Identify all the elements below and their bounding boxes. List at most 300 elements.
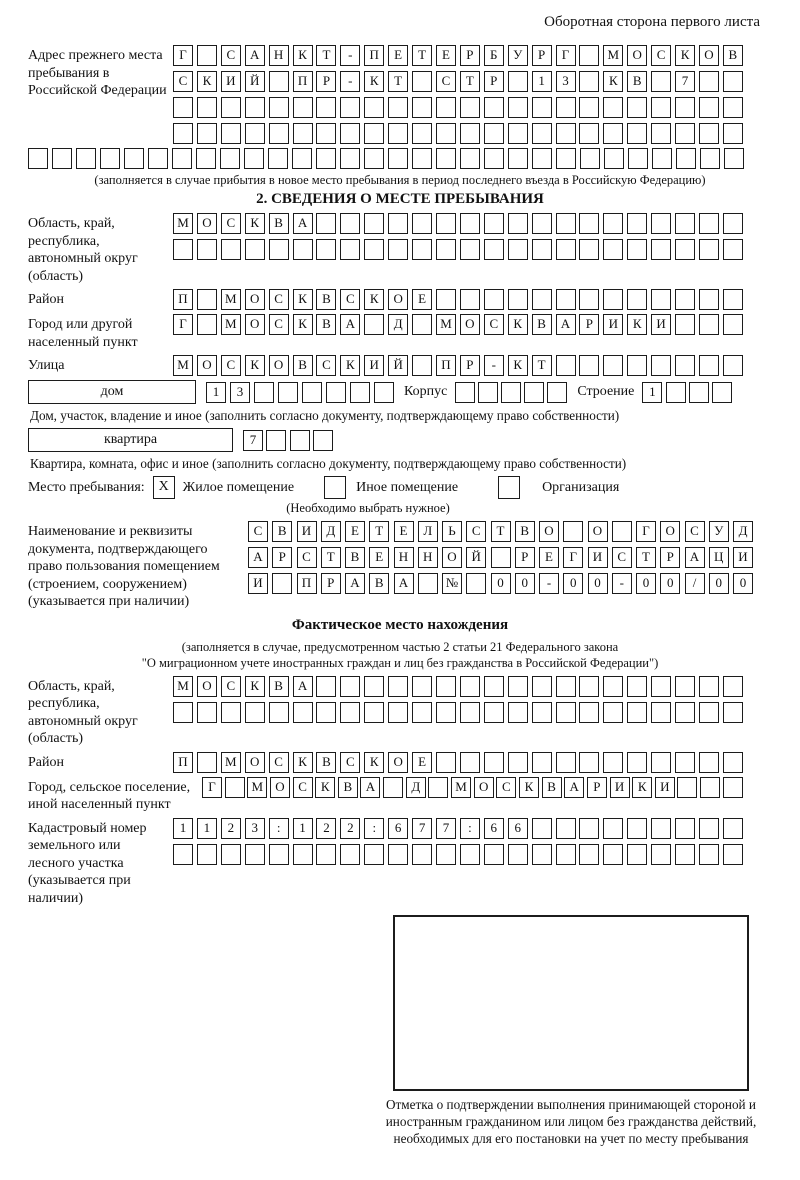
char-cell[interactable]: К [293,752,313,773]
char-cell[interactable]: О [197,676,217,697]
char-cell[interactable]: 1 [293,818,313,839]
char-cell[interactable]: 0 [660,573,680,594]
char-cell[interactable]: В [272,521,292,542]
char-cell[interactable] [627,123,647,144]
char-cell[interactable] [532,123,552,144]
char-cell[interactable]: К [632,777,652,798]
char-cell[interactable] [388,123,408,144]
char-cell[interactable] [556,213,576,234]
char-cell[interactable] [302,382,322,403]
char-cell[interactable] [651,239,671,260]
char-cell[interactable]: - [539,573,559,594]
char-cell[interactable]: А [293,676,313,697]
char-cell[interactable]: И [655,777,675,798]
char-cell[interactable]: К [364,752,384,773]
char-cell[interactable] [627,213,647,234]
char-cell[interactable]: - [612,573,632,594]
char-cell[interactable]: В [532,314,552,335]
char-cell[interactable]: - [484,355,504,376]
char-cell[interactable] [436,752,456,773]
char-cell[interactable] [388,213,408,234]
char-cell[interactable]: В [338,777,358,798]
char-cell[interactable]: 2 [340,818,360,839]
char-cell[interactable] [436,844,456,865]
char-cell[interactable]: К [508,314,528,335]
char-cell[interactable] [460,148,480,169]
char-cell[interactable]: Г [556,45,576,66]
char-cell[interactable] [268,148,288,169]
char-cell[interactable] [197,97,217,118]
char-cell[interactable] [197,844,217,865]
char-cell[interactable] [723,97,743,118]
char-cell[interactable] [579,289,599,310]
char-cell[interactable] [699,702,719,723]
char-cell[interactable]: В [293,355,313,376]
char-cell[interactable] [364,148,384,169]
char-cell[interactable] [340,239,360,260]
char-cell[interactable] [388,239,408,260]
char-cell[interactable]: Л [418,521,438,542]
char-cell[interactable] [364,213,384,234]
char-cell[interactable]: 1 [173,818,193,839]
char-cell[interactable] [412,97,432,118]
char-cell[interactable] [266,430,286,451]
char-cell[interactable] [652,148,672,169]
char-cell[interactable] [484,676,504,697]
char-cell[interactable] [197,752,217,773]
char-cell[interactable]: 6 [508,818,528,839]
char-cell[interactable] [723,314,743,335]
char-cell[interactable]: И [610,777,630,798]
char-cell[interactable] [484,752,504,773]
char-cell[interactable] [675,702,695,723]
char-cell[interactable]: К [197,71,217,92]
char-cell[interactable] [316,676,336,697]
char-cell[interactable] [508,844,528,865]
char-cell[interactable] [556,239,576,260]
char-cell[interactable]: К [293,314,313,335]
char-cell[interactable] [603,676,623,697]
char-cell[interactable] [388,97,408,118]
char-cell[interactable]: Г [173,45,193,66]
char-cell[interactable] [460,289,480,310]
char-cell[interactable]: Р [316,71,336,92]
char-cell[interactable]: С [484,314,504,335]
char-cell[interactable] [556,289,576,310]
char-cell[interactable] [603,213,623,234]
char-cell[interactable] [245,123,265,144]
char-cell[interactable] [436,123,456,144]
char-cell[interactable]: : [364,818,384,839]
char-cell[interactable] [723,752,743,773]
char-cell[interactable] [675,213,695,234]
char-cell[interactable]: Р [532,45,552,66]
char-cell[interactable]: О [539,521,559,542]
char-cell[interactable] [484,97,504,118]
char-cell[interactable]: 0 [515,573,535,594]
char-cell[interactable] [508,289,528,310]
char-cell[interactable] [293,239,313,260]
char-cell[interactable] [436,97,456,118]
char-cell[interactable] [484,702,504,723]
char-cell[interactable] [460,239,480,260]
char-cell[interactable]: О [442,547,462,568]
char-cell[interactable]: О [270,777,290,798]
char-cell[interactable]: П [436,355,456,376]
checkbox-residential[interactable]: X [153,476,175,499]
char-cell[interactable]: 0 [709,573,729,594]
char-cell[interactable] [197,123,217,144]
char-cell[interactable]: Г [173,314,193,335]
char-cell[interactable] [245,844,265,865]
char-cell[interactable] [628,148,648,169]
char-cell[interactable]: Р [660,547,680,568]
char-cell[interactable] [579,355,599,376]
char-cell[interactable]: К [245,676,265,697]
char-cell[interactable] [412,844,432,865]
char-cell[interactable]: В [316,752,336,773]
char-cell[interactable]: М [173,676,193,697]
checkbox-organization[interactable] [498,476,520,499]
char-cell[interactable] [627,844,647,865]
char-cell[interactable] [316,148,336,169]
char-cell[interactable]: Т [321,547,341,568]
char-cell[interactable] [556,818,576,839]
char-cell[interactable] [677,777,697,798]
char-cell[interactable] [532,818,552,839]
char-cell[interactable]: С [496,777,516,798]
char-cell[interactable]: Е [412,752,432,773]
char-cell[interactable]: М [603,45,623,66]
char-cell[interactable]: Т [460,71,480,92]
char-cell[interactable]: Е [412,289,432,310]
char-cell[interactable] [364,676,384,697]
char-cell[interactable]: И [603,314,623,335]
char-cell[interactable] [316,97,336,118]
char-cell[interactable] [699,97,719,118]
char-cell[interactable] [627,818,647,839]
checkbox-other-premises[interactable] [324,476,346,499]
char-cell[interactable] [316,213,336,234]
char-cell[interactable]: Р [579,314,599,335]
char-cell[interactable] [293,97,313,118]
char-cell[interactable] [254,382,274,403]
char-cell[interactable] [579,71,599,92]
char-cell[interactable] [501,382,521,403]
char-cell[interactable] [484,213,504,234]
char-cell[interactable]: С [248,521,268,542]
char-cell[interactable] [676,148,696,169]
char-cell[interactable]: Н [269,45,289,66]
char-cell[interactable]: Г [563,547,583,568]
char-cell[interactable]: В [269,676,289,697]
char-cell[interactable] [675,676,695,697]
char-cell[interactable] [76,148,96,169]
char-cell[interactable]: К [245,213,265,234]
char-cell[interactable]: А [685,547,705,568]
char-cell[interactable] [524,382,544,403]
char-cell[interactable] [675,239,695,260]
char-cell[interactable] [712,382,732,403]
char-cell[interactable]: Г [636,521,656,542]
char-cell[interactable] [700,777,720,798]
char-cell[interactable] [651,818,671,839]
char-cell[interactable] [651,676,671,697]
char-cell[interactable] [52,148,72,169]
char-cell[interactable]: Ц [709,547,729,568]
char-cell[interactable]: Е [539,547,559,568]
char-cell[interactable] [508,213,528,234]
char-cell[interactable] [460,752,480,773]
char-cell[interactable] [651,752,671,773]
char-cell[interactable]: 3 [245,818,265,839]
char-cell[interactable] [675,289,695,310]
char-cell[interactable] [627,702,647,723]
char-cell[interactable] [245,239,265,260]
char-cell[interactable] [627,752,647,773]
char-cell[interactable]: К [519,777,539,798]
char-cell[interactable]: С [651,45,671,66]
char-cell[interactable] [579,123,599,144]
char-cell[interactable]: Д [733,521,753,542]
char-cell[interactable] [100,148,120,169]
char-cell[interactable]: : [460,818,480,839]
char-cell[interactable]: О [388,289,408,310]
char-cell[interactable]: И [364,355,384,376]
char-cell[interactable] [436,213,456,234]
char-cell[interactable] [316,239,336,260]
char-cell[interactable] [556,355,576,376]
char-cell[interactable] [412,123,432,144]
char-cell[interactable]: Е [388,45,408,66]
char-cell[interactable]: В [627,71,647,92]
char-cell[interactable] [579,752,599,773]
char-cell[interactable] [221,123,241,144]
char-cell[interactable] [579,702,599,723]
char-cell[interactable]: О [197,213,217,234]
char-cell[interactable] [651,97,671,118]
char-cell[interactable] [316,123,336,144]
char-cell[interactable] [460,844,480,865]
char-cell[interactable] [508,97,528,118]
char-cell[interactable]: Р [460,355,480,376]
char-cell[interactable] [197,239,217,260]
char-cell[interactable] [412,314,432,335]
char-cell[interactable] [612,521,632,542]
char-cell[interactable]: С [221,676,241,697]
char-cell[interactable] [675,844,695,865]
char-cell[interactable]: Д [321,521,341,542]
char-cell[interactable] [316,702,336,723]
char-cell[interactable] [383,777,403,798]
char-cell[interactable] [699,123,719,144]
char-cell[interactable] [313,430,333,451]
char-cell[interactable] [666,382,686,403]
char-cell[interactable]: С [221,355,241,376]
char-cell[interactable]: В [542,777,562,798]
char-cell[interactable]: О [245,289,265,310]
char-cell[interactable] [556,676,576,697]
char-cell[interactable]: 2 [221,818,241,839]
char-cell[interactable] [412,355,432,376]
char-cell[interactable] [173,844,193,865]
char-cell[interactable] [723,213,743,234]
char-cell[interactable] [651,123,671,144]
char-cell[interactable] [579,239,599,260]
char-cell[interactable] [466,573,486,594]
char-cell[interactable]: - [340,71,360,92]
char-cell[interactable] [604,148,624,169]
char-cell[interactable]: 1 [206,382,226,403]
char-cell[interactable] [221,97,241,118]
char-cell[interactable] [556,123,576,144]
char-cell[interactable]: 0 [733,573,753,594]
char-cell[interactable]: М [173,355,193,376]
char-cell[interactable] [340,676,360,697]
char-cell[interactable] [603,355,623,376]
char-cell[interactable]: К [245,355,265,376]
char-cell[interactable] [532,148,552,169]
char-cell[interactable] [532,752,552,773]
char-cell[interactable] [508,676,528,697]
char-cell[interactable] [675,97,695,118]
char-cell[interactable]: / [685,573,705,594]
char-cell[interactable]: Т [532,355,552,376]
char-cell[interactable]: С [685,521,705,542]
char-cell[interactable] [484,148,504,169]
char-cell[interactable] [508,702,528,723]
char-cell[interactable]: В [723,45,743,66]
char-cell[interactable]: А [360,777,380,798]
char-cell[interactable]: В [515,521,535,542]
char-cell[interactable] [364,123,384,144]
char-cell[interactable] [723,355,743,376]
char-cell[interactable] [547,382,567,403]
char-cell[interactable] [508,71,528,92]
char-cell[interactable]: 1 [532,71,552,92]
char-cell[interactable]: Й [388,355,408,376]
char-cell[interactable] [491,547,511,568]
char-cell[interactable] [245,97,265,118]
char-cell[interactable] [197,702,217,723]
char-cell[interactable]: 7 [436,818,456,839]
char-cell[interactable] [388,676,408,697]
char-cell[interactable]: 0 [491,573,511,594]
char-cell[interactable]: С [221,45,241,66]
char-cell[interactable] [340,148,360,169]
char-cell[interactable] [272,573,292,594]
char-cell[interactable] [689,382,709,403]
char-cell[interactable] [350,382,370,403]
char-cell[interactable] [412,213,432,234]
char-cell[interactable]: Е [369,547,389,568]
char-cell[interactable]: Т [491,521,511,542]
char-cell[interactable]: И [221,71,241,92]
char-cell[interactable] [603,123,623,144]
char-cell[interactable] [418,573,438,594]
char-cell[interactable] [603,752,623,773]
char-cell[interactable] [651,702,671,723]
char-cell[interactable]: 1 [642,382,662,403]
char-cell[interactable] [269,123,289,144]
char-cell[interactable] [651,71,671,92]
char-cell[interactable] [269,844,289,865]
char-cell[interactable] [340,844,360,865]
char-cell[interactable]: С [269,752,289,773]
char-cell[interactable]: М [247,777,267,798]
char-cell[interactable]: К [315,777,335,798]
char-cell[interactable] [532,676,552,697]
char-cell[interactable] [460,97,480,118]
char-cell[interactable] [455,382,475,403]
char-cell[interactable] [532,239,552,260]
char-cell[interactable] [269,71,289,92]
char-cell[interactable] [723,844,743,865]
char-cell[interactable] [173,702,193,723]
char-cell[interactable]: К [293,45,313,66]
char-cell[interactable]: 0 [588,573,608,594]
char-cell[interactable]: К [340,355,360,376]
char-cell[interactable]: П [293,71,313,92]
char-cell[interactable]: 6 [388,818,408,839]
char-cell[interactable] [556,148,576,169]
char-cell[interactable]: О [474,777,494,798]
char-cell[interactable] [579,844,599,865]
char-cell[interactable] [436,702,456,723]
char-cell[interactable] [436,289,456,310]
char-cell[interactable]: О [269,355,289,376]
char-cell[interactable]: К [293,289,313,310]
char-cell[interactable]: Р [484,71,504,92]
char-cell[interactable] [627,289,647,310]
char-cell[interactable]: А [394,573,414,594]
char-cell[interactable]: Е [394,521,414,542]
char-cell[interactable]: С [269,314,289,335]
char-cell[interactable] [225,777,245,798]
char-cell[interactable]: Й [245,71,265,92]
char-cell[interactable] [460,213,480,234]
char-cell[interactable]: Ь [442,521,462,542]
char-cell[interactable] [532,213,552,234]
char-cell[interactable] [460,676,480,697]
char-cell[interactable] [412,702,432,723]
char-cell[interactable] [724,148,744,169]
char-cell[interactable] [699,239,719,260]
char-cell[interactable] [723,818,743,839]
char-cell[interactable]: О [388,752,408,773]
char-cell[interactable] [220,148,240,169]
char-cell[interactable]: К [364,289,384,310]
char-cell[interactable] [364,314,384,335]
char-cell[interactable] [484,289,504,310]
char-cell[interactable]: 7 [412,818,432,839]
char-cell[interactable]: У [508,45,528,66]
char-cell[interactable] [221,844,241,865]
char-cell[interactable]: У [709,521,729,542]
char-cell[interactable] [603,289,623,310]
char-cell[interactable]: О [245,314,265,335]
char-cell[interactable]: Р [321,573,341,594]
char-cell[interactable] [197,289,217,310]
char-cell[interactable]: А [245,45,265,66]
char-cell[interactable] [173,239,193,260]
char-cell[interactable]: : [269,818,289,839]
char-cell[interactable] [326,382,346,403]
char-cell[interactable] [723,71,743,92]
char-cell[interactable]: Т [412,45,432,66]
char-cell[interactable]: Р [460,45,480,66]
char-cell[interactable] [436,148,456,169]
